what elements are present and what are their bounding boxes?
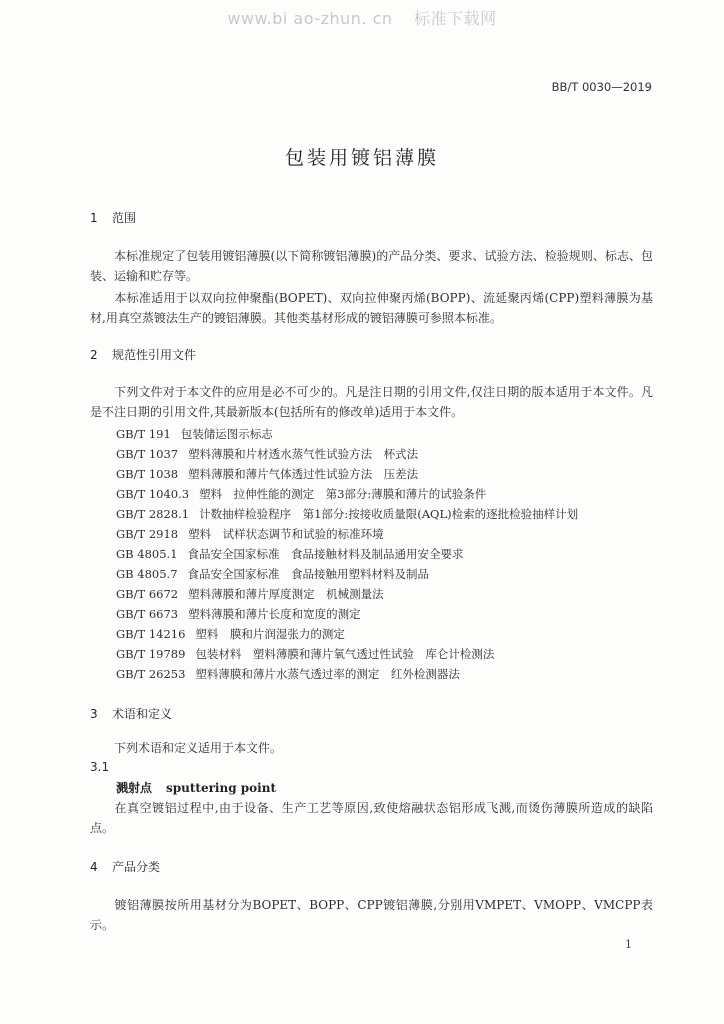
terms-intro bbox=[90, 738, 653, 758]
paragraph-text: 下列术语和定义适用于本文件。 bbox=[114, 741, 283, 755]
reference-item bbox=[116, 426, 273, 442]
reference-item bbox=[116, 586, 384, 602]
watermark-site: 标准下载网 bbox=[414, 9, 497, 28]
reference-item bbox=[116, 506, 578, 522]
reference-title: 塑料薄膜和薄片水蒸气透过率的测定 红外检测器法 bbox=[195, 667, 460, 681]
normative-intro bbox=[90, 382, 653, 422]
reference-item bbox=[116, 546, 464, 562]
reference-code: GB/T 6672 bbox=[116, 587, 179, 601]
section-title: 范围 bbox=[112, 211, 137, 225]
reference-code: GB/T 6673 bbox=[116, 607, 179, 621]
reference-code: GB 4805.1 bbox=[116, 547, 178, 561]
standard-code: BB/T 0030—2019 bbox=[551, 80, 652, 94]
watermark-url: www.bi ao-zhun. cn bbox=[227, 9, 393, 28]
term-definition bbox=[90, 798, 653, 838]
reference-title: 食品安全国家标准 食品接触用塑料材料及制品 bbox=[187, 567, 430, 581]
section-heading-terms bbox=[90, 705, 172, 722]
paragraph-text: 镀铝薄膜按所用基材分为BOPET、BOPP、CPP镀铝薄膜,分别用VMPET、VMOPP、VMCPP表示。 bbox=[90, 898, 653, 932]
reference-title: 塑料 膜和片润湿张力的测定 bbox=[195, 627, 345, 641]
reference-title: 包装材料 塑料薄膜和薄片氧气透过性试验 库仑计检测法 bbox=[195, 647, 495, 661]
reference-title: 塑料薄膜和片材透水蒸气性试验方法 杯式法 bbox=[188, 447, 419, 461]
reference-item bbox=[116, 646, 494, 662]
paragraph-text: 本标准适用于以双向拉伸聚酯(BOPET)、双向拉伸聚丙烯(BOPP)、流延聚丙烯(CPP)塑料薄膜为基材,用真空蒸镀法生产的镀铝薄膜。其他类基材形成的镀铝薄膜可参照本标准。 bbox=[90, 291, 653, 325]
reference-code: GB/T 1040.3 bbox=[116, 487, 190, 501]
reference-code: GB/T 14216 bbox=[116, 627, 186, 641]
section-number: 2 bbox=[90, 348, 98, 362]
reference-code: GB/T 1038 bbox=[116, 467, 179, 481]
reference-code: GB/T 1037 bbox=[116, 447, 179, 461]
watermark bbox=[0, 6, 724, 29]
reference-title: 塑料薄膜和薄片气体透过性试验方法 压差法 bbox=[188, 467, 419, 481]
reference-item bbox=[116, 486, 486, 502]
reference-code: GB/T 2828.1 bbox=[116, 507, 190, 521]
reference-code: GB/T 19789 bbox=[116, 647, 186, 661]
scope-paragraph-2 bbox=[90, 288, 653, 328]
reference-item bbox=[116, 606, 361, 622]
reference-item bbox=[116, 446, 418, 462]
section-title: 规范性引用文件 bbox=[112, 348, 197, 362]
reference-item bbox=[116, 626, 345, 642]
section-number: 4 bbox=[90, 860, 98, 874]
reference-code: GB/T 2918 bbox=[116, 527, 179, 541]
document-title: 包装用镀铝薄膜 bbox=[284, 147, 439, 169]
reference-item bbox=[116, 526, 384, 542]
section-title: 产品分类 bbox=[112, 860, 161, 874]
reference-title: 塑料 试样状态调节和试验的标准环境 bbox=[188, 527, 384, 541]
classification-paragraph bbox=[90, 895, 653, 935]
section-heading-scope bbox=[90, 209, 136, 226]
term-number: 3.1 bbox=[90, 760, 110, 774]
section-heading-classification bbox=[90, 858, 160, 875]
reference-item bbox=[116, 666, 460, 682]
reference-title: 塑料 拉伸性能的测定 第3部分:薄膜和薄片的试验条件 bbox=[199, 487, 487, 501]
section-heading-normative bbox=[90, 346, 196, 363]
section-title: 术语和定义 bbox=[112, 707, 173, 721]
section-number: 3 bbox=[90, 707, 98, 721]
reference-item bbox=[116, 566, 429, 582]
reference-item bbox=[116, 466, 418, 482]
section-number: 1 bbox=[90, 211, 98, 225]
reference-title: 包装储运图示标志 bbox=[180, 427, 273, 441]
paragraph-text: 本标准规定了包装用镀铝薄膜(以下简称镀铝薄膜)的产品分类、要求、试验方法、检验规则、标志、包装、运输和贮存等。 bbox=[90, 249, 653, 283]
term-en: sputtering point bbox=[166, 781, 277, 795]
paragraph-text: 在真空镀铝过程中,由于设备、生产工艺等原因,致使熔融状态铝形成飞溅,而烫伤薄膜所造成的缺陷点。 bbox=[90, 801, 653, 835]
reference-code: GB/T 26253 bbox=[116, 667, 186, 681]
paragraph-text: 下列文件对于本文件的应用是必不可少的。凡是注日期的引用文件,仅注日期的版本适用于本文件。凡是不注日期的引用文件,其最新版本(包括所有的修改单)适用于本文件。 bbox=[90, 385, 653, 419]
reference-code: GB 4805.7 bbox=[116, 567, 178, 581]
page-number: 1 bbox=[625, 938, 632, 951]
reference-title: 食品安全国家标准 食品接触材料及制品通用安全要求 bbox=[187, 547, 464, 561]
scope-paragraph-1 bbox=[90, 246, 653, 286]
term-title bbox=[116, 779, 276, 796]
reference-title: 计数抽样检验程序 第1部分:按接收质量限(AQL)检索的逐批检验抽样计划 bbox=[199, 507, 579, 521]
reference-code: GB/T 191 bbox=[116, 427, 171, 441]
term-cn: 溅射点 bbox=[116, 781, 153, 795]
reference-title: 塑料薄膜和薄片长度和宽度的测定 bbox=[188, 607, 361, 621]
reference-title: 塑料薄膜和薄片厚度测定 机械测量法 bbox=[188, 587, 384, 601]
